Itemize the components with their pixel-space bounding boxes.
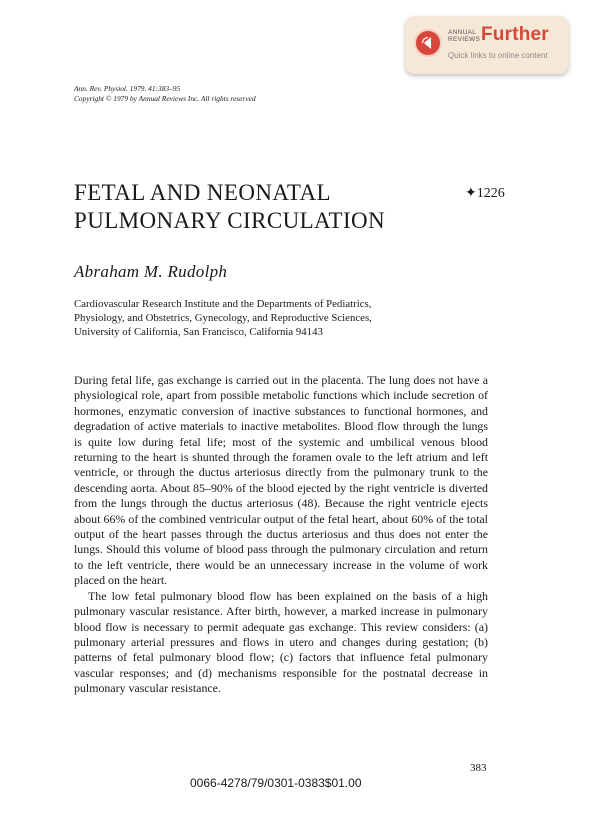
- author-name: Abraham M. Rudolph: [74, 262, 228, 281]
- article-title: [74, 179, 454, 235]
- brand-line-reviews: REVIEWS: [448, 36, 481, 43]
- affiliation-line: University of California, San Francisco, California 94143: [74, 326, 323, 338]
- author-affiliation: [74, 297, 494, 339]
- article-number: ✦1226: [465, 186, 505, 201]
- page-number: 383: [470, 762, 487, 774]
- article-title-line-2: PULMONARY CIRCULATION: [74, 208, 386, 233]
- price-code: 0066-4278/79/0301-0383$01.00: [190, 776, 362, 790]
- article-title-line-1: FETAL AND NEONATAL: [74, 180, 331, 205]
- copyright-notice: Copyright © 1979 by Annual Reviews Inc. All rights reserved: [74, 94, 256, 103]
- affiliation-line: Physiology, and Obstetrics, Gynecology, and Reproductive Sciences,: [74, 312, 372, 324]
- annual-reviews-further-link[interactable]: [405, 16, 569, 74]
- journal-citation: Ann. Rev. Physiol. 1979. 41:383–95: [74, 84, 181, 93]
- annual-reviews-logo-icon: [414, 29, 442, 57]
- body-paragraph: During fetal life, gas exchange is carried out in the placenta. The lung does not have a physiological role, apart from possible metabolic functions which include secretion of hormones, enzymatic conversion of inactive substances to functional hormones, and degradation of active materials to inactive metabolites. Blood flow through the lungs is quite low during fetal life; most of the systemic and umbilical venous blood returning to the heart is shunted through the foramen ovale to the left atrium and left ventricle, or through the ductus arteriosus directly from the pulmonary trunk to the descending aorta. About 85–90% of the blood ejected by the right ventricle is diverted from the lungs through the ductus arteriosus (48). Because the right ventricle ejects about 66% of the combined ventricular output of the fetal heart, about 60% of the total output of the heart passes through the ductus arteriosus and thus does not enter the lungs. Should this volume of blood pass through the pulmonary circulation and return to the left ventricle, there would be an unnecessary increase in the volume of work placed on the heart.: [74, 373, 488, 588]
- further-tagline: Quick links to online content: [448, 51, 548, 60]
- brand-line-annual: ANNUAL: [448, 29, 477, 36]
- article-body: [74, 373, 488, 697]
- annual-reviews-brand: [448, 29, 480, 43]
- citation-block: [74, 84, 256, 104]
- further-wordmark: Further: [481, 24, 549, 45]
- affiliation-line: Cardiovascular Research Institute and the Departments of Pediatrics,: [74, 298, 372, 310]
- body-paragraph: The low fetal pulmonary blood flow has been explained on the basis of a high pulmonary vascular resistance. After birth, however, a marked increase in pulmonary blood flow is necessary to permit adequate gas exchange. This review considers: (a) pulmonary arterial pressures and flows in utero and changes during gestation; (b) patterns of fetal pulmonary blood flow; (c) factors that influence fetal pulmonary vascular responses; and (d) mechanisms responsible for the postnatal decrease in pulmonary vascular resistance.: [74, 588, 488, 696]
